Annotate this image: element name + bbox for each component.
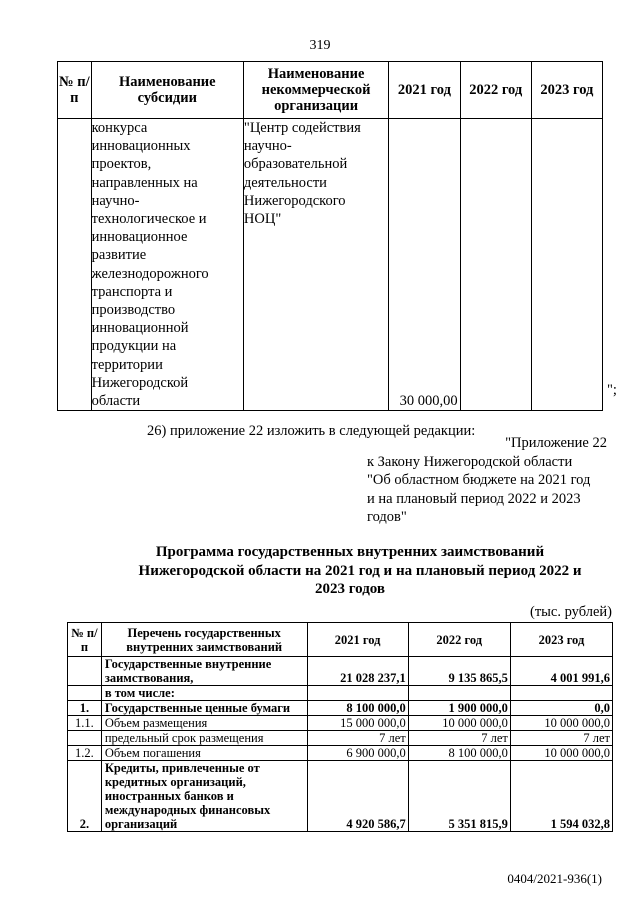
appendix-line: "Приложение 22 — [505, 435, 607, 451]
organization-name-line: деятельности — [243, 174, 327, 191]
header-2023: 2023 год — [531, 62, 602, 119]
organization-name-line: "Центр содействия — [243, 120, 361, 136]
header-2021: 2021 год — [307, 623, 408, 657]
table-row — [68, 686, 613, 701]
appendix-line: "Об областном бюджете на 2021 год — [367, 472, 591, 488]
value-2021 — [307, 686, 408, 701]
header-subsidy-name: Наименование субсидии — [91, 62, 243, 119]
value-2023: 1 594 032,8 — [510, 761, 612, 832]
table-row — [58, 119, 603, 411]
subsidy-name-line: развитие — [91, 247, 147, 264]
value-2021: 4 920 586,7 — [307, 761, 408, 832]
subsidy-name-cell — [91, 119, 243, 411]
header-list: Перечень государственных внутренних заимствований — [101, 623, 307, 657]
subsidy-name-line: направленных на — [91, 174, 198, 191]
appendix-line: и на плановый период 2022 и 2023 — [367, 490, 581, 507]
title-line: Программа государственных внутренних заимствований — [155, 544, 545, 560]
value-2021: 6 900 000,0 — [307, 746, 408, 761]
row-name: Государственные ценные бумаги — [101, 701, 307, 716]
value-2021: 7 лет — [307, 731, 408, 746]
header-2022: 2022 год — [460, 62, 531, 119]
table-row — [68, 657, 613, 686]
subsidy-name-line: технологическое и — [91, 211, 207, 228]
value-2023: 0,0 — [510, 701, 612, 716]
row-num: 1.2. — [68, 746, 102, 761]
value-2021: 15 000 000,0 — [307, 716, 408, 731]
title-line: 2023 годов — [314, 581, 386, 597]
subsidy-name-line: продукции на — [91, 338, 177, 355]
row-num: 2. — [68, 761, 102, 832]
table-row — [68, 746, 613, 761]
table-row — [68, 761, 613, 832]
borrowing-table-header — [68, 623, 613, 657]
subsidy-name-line: территории — [91, 356, 163, 373]
amendment-paragraph: 26) приложение 22 изложить в следующей редакции: — [147, 423, 476, 439]
document-code: 0404/2021-936(1) — [507, 871, 602, 886]
value-2022: 1 900 000,0 — [408, 701, 510, 716]
row-name: Объем размещения — [101, 716, 307, 731]
row-name: Кредиты, привлеченные от кредитных организаций, иностранных банков и международных финансовых организаций — [101, 761, 307, 832]
row-num: 1.1. — [68, 716, 102, 731]
organization-name-line: научно- — [243, 138, 292, 155]
subsidy-name-line: конкурса — [91, 120, 148, 136]
header-2021: 2021 год — [389, 62, 460, 119]
value-2023: 7 лет — [510, 731, 612, 746]
value-2021: 8 100 000,0 — [307, 701, 408, 716]
header-num: № п/п — [58, 62, 92, 119]
organization-cell — [243, 119, 388, 411]
subsidy-name-line: области — [91, 393, 141, 410]
appendix-line: годов" — [367, 509, 407, 525]
organization-name-line: Нижегородского — [243, 192, 346, 209]
value-2022: 10 000 000,0 — [408, 716, 510, 731]
table-row — [68, 716, 613, 731]
subsidy-table-header — [58, 62, 603, 119]
header-2022: 2022 год — [408, 623, 510, 657]
value-2023 — [510, 686, 612, 701]
program-title — [100, 543, 600, 599]
value-2022: 9 135 865,5 — [408, 657, 510, 686]
subsidy-table — [57, 61, 603, 411]
row-name: Объем погашения — [101, 746, 307, 761]
subsidy-name-line: научно- — [91, 192, 140, 209]
subsidy-name-line: Нижегородской — [91, 374, 189, 391]
subsidy-name-line: инновационной — [91, 320, 189, 337]
value-2023: 10 000 000,0 — [510, 716, 612, 731]
value-2023: 10 000 000,0 — [510, 746, 612, 761]
subsidy-name-line: инновационное — [91, 229, 188, 246]
value-2021: 30 000,00 — [389, 119, 460, 411]
row-num-cell — [58, 119, 92, 411]
header-2023: 2023 год — [510, 623, 612, 657]
unit-label: (тыс. рублей) — [530, 604, 612, 620]
subsidy-name-line: производство — [91, 302, 176, 319]
row-name: Государственные внутренние заимствования, — [101, 657, 307, 686]
organization-name-line: образовательной — [243, 156, 348, 173]
row-name: предельный срок размещения — [101, 731, 307, 746]
value-2022: 5 351 815,9 — [408, 761, 510, 832]
value-2022 — [408, 686, 510, 701]
page-number: 319 — [309, 38, 331, 53]
closing-quote: "; — [607, 382, 617, 398]
subsidy-name-line: транспорта и — [91, 283, 173, 300]
value-2022: 7 лет — [408, 731, 510, 746]
value-2022 — [460, 119, 531, 411]
row-num — [68, 731, 102, 746]
appendix-header — [367, 434, 607, 527]
table-row — [68, 731, 613, 746]
row-num: 1. — [68, 701, 102, 716]
row-num — [68, 686, 102, 701]
subsidy-name-line: инновационных — [91, 138, 191, 155]
value-2021: 21 028 237,1 — [307, 657, 408, 686]
table-row — [68, 701, 613, 716]
subsidy-name-line: железнодорожного — [91, 265, 209, 282]
organization-name-line: НОЦ" — [243, 211, 282, 228]
header-num: № п/п — [68, 623, 102, 657]
row-num — [68, 657, 102, 686]
title-line: Нижегородской области на 2021 год и на плановый период 2022 и — [138, 562, 582, 579]
value-2023 — [531, 119, 602, 411]
subsidy-name-line: проектов, — [91, 156, 152, 173]
appendix-line: к Закону Нижегородской области — [367, 453, 573, 470]
value-2022: 8 100 000,0 — [408, 746, 510, 761]
value-2023: 4 001 991,6 — [510, 657, 612, 686]
header-organization: Наименование некоммерческой организации — [243, 62, 388, 119]
borrowing-table — [67, 622, 613, 832]
row-name: в том числе: — [101, 686, 307, 701]
